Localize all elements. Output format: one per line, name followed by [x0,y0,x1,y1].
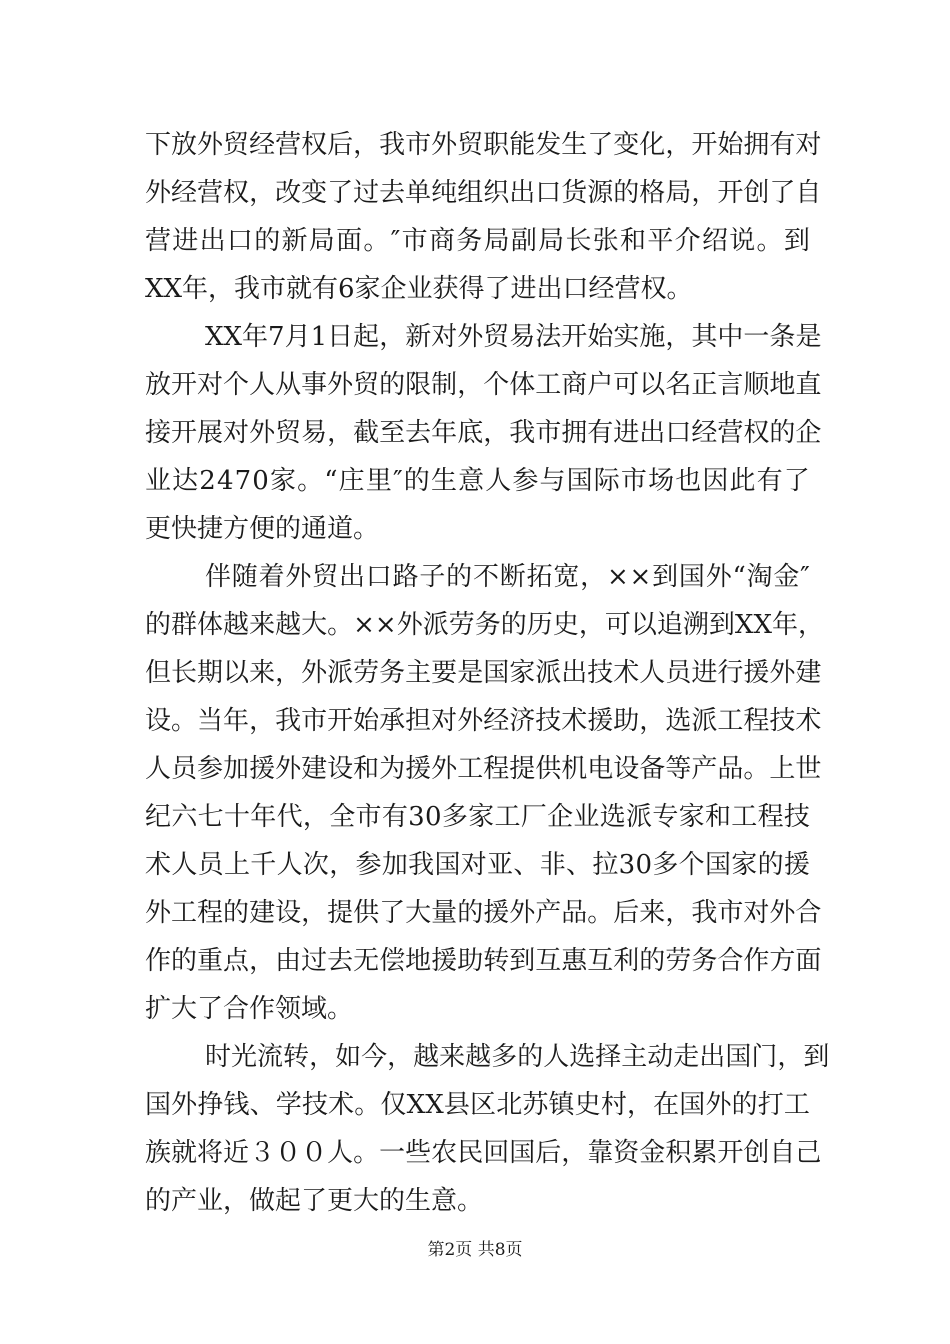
text-line: 人 员 参 加 援 外 建 设 和 为 援 外 工 程 提 供 机 电 设 备 等 产 品 。 上 世 [145,754,822,784]
text-line: 族 就 将 近 ３ ０ ０ 人 。 一 些 农 民 回 国 后 ， 靠 资 金 积 累 开 创 自 己 [145,1138,822,1168]
paragraph-first-line: 时 光 流 转 ， 如 今 ， 越 来 越 多 的 人 选 择 主 动 走 出 国 门 ， 到 [205,1042,830,1072]
text-line: 术 人 员 上 千 人 次 ， 参 加 我 国 对 亚 、 非 、 拉 3 0 多 个 国 家 的 援 [145,850,810,880]
page-number-footer: 第2页 共8页 [427,1240,523,1260]
text-line: 设 。 当 年 ， 我 市 开 始 承 担 对 外 经 济 技 术 援 助 ， 选 派 工 程 技 术 [145,706,822,736]
paragraph-first-line: 伴 随 着 外 贸 出 口 路 子 的 不 断 拓 宽 ， × × 到 国 外 “ 淘 金 ″ [205,562,810,592]
text-line: 下 放 外 贸 经 营 权 后 ， 我 市 外 贸 职 能 发 生 了 变 化 ， 开 始 拥 有 对 [145,130,822,160]
text-line: 纪 六 七 十 年 代 ， 全 市 有 3 0 多 家 工 厂 企 业 选 派 专 家 和 工 程 技 [145,802,810,832]
text-line: 外 经 营 权 ， 改 变 了 过 去 单 纯 组 织 出 口 货 源 的 格 局 ， 开 创 了 自 [145,178,822,208]
text-line: 外 工 程 的 建 设 ， 提 供 了 大 量 的 援 外 产 品 。 后 来 ， 我 市 对 外 合 [145,898,822,928]
text-line: 接 开 展 对 外 贸 易 ， 截 至 去 年 底 ， 我 市 拥 有 进 出 口 经 营 权 的 企 [145,418,822,448]
text-line: XX年，我市就有6家企业获得了进出口经营权。 [145,274,693,304]
text-line: 但 长 期 以 来 ， 外 派 劳 务 主 要 是 国 家 派 出 技 术 人 员 进 行 援 外 建 [145,658,822,688]
text-line: 业 达 2 4 7 0 家 。 “ 庄 里 ″ 的 生 意 人 参 与 国 际 市 场 也 因 此 有 了 [145,466,810,496]
text-line: 营 进 出 口 的 新 局 面 。 ″ 市 商 务 局 副 局 长 张 和 平 介 绍 说 。 到 [145,226,810,256]
text-line: 的产业，做起了更大的生意。 [145,1186,484,1216]
paragraph-first-line: X X 年 7 月 1 日 起 ， 新 对 外 贸 易 法 开 始 实 施 ， 其 中 一 条 是 [205,322,822,352]
text-line: 扩大了合作领域。 [145,994,354,1024]
text-line: 作 的 重 点 ， 由 过 去 无 偿 地 援 助 转 到 互 惠 互 利 的 劳 务 合 作 方 面 [145,946,822,976]
text-line: 更快捷方便的通道。 [145,514,380,544]
text-line: 的 群 体 越 来 越 大 。 × × 外 派 劳 务 的 历 史 ， 可 以 追 溯 到 X X 年 ， [145,610,824,640]
text-line: 放 开 对 个 人 从 事 外 贸 的 限 制 ， 个 体 工 商 户 可 以 名 正 言 顺 地 直 [145,370,822,400]
text-line: 国 外 挣 钱 、 学 技 术 。 仅 X X 县 区 北 苏 镇 史 村 ， 在 国 外 的 打 工 [145,1090,810,1120]
